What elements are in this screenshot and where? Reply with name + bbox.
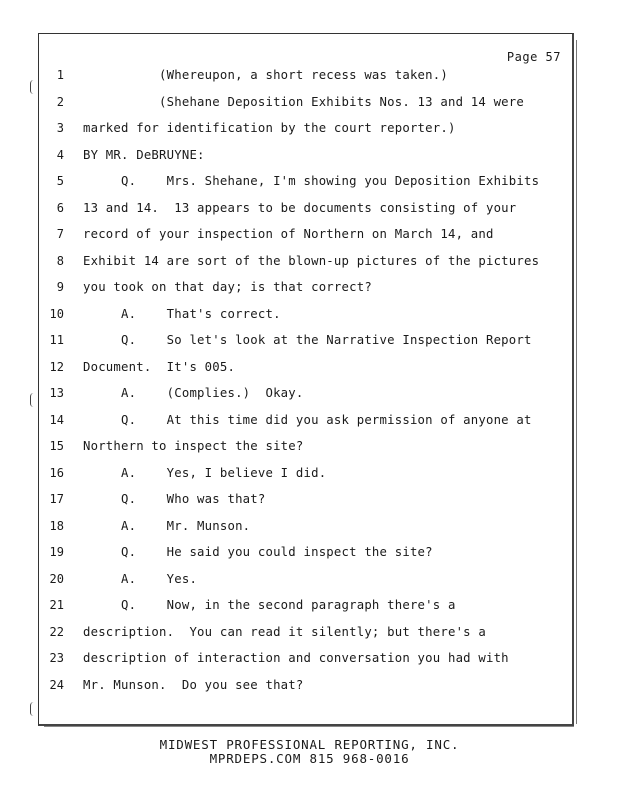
transcript-line <box>0 517 619 535</box>
page-shadow <box>44 726 574 727</box>
line-number: 17 <box>49 492 64 506</box>
transcript-line <box>0 543 619 561</box>
line-number: 14 <box>49 412 64 427</box>
line-text: A. Yes. <box>83 571 198 586</box>
transcript-line <box>0 93 619 111</box>
line-text: A. That's correct. <box>83 306 281 321</box>
line-text: Q. He said you could inspect the site? <box>83 545 433 559</box>
transcript-line <box>0 411 619 429</box>
line-text: description. You can read it silently; but there's a <box>83 624 486 639</box>
line-text: A. (Complies.) Okay. <box>83 386 304 400</box>
line-number: 16 <box>49 465 64 480</box>
transcript-line <box>0 649 619 667</box>
transcript-line <box>0 437 619 455</box>
line-number: 13 <box>49 386 64 400</box>
transcript-line <box>0 305 619 323</box>
line-text: record of your inspection of Northern on March 14, and <box>83 227 494 241</box>
transcript-line <box>0 199 619 217</box>
line-number: 1 <box>56 68 64 82</box>
line-number: 24 <box>49 677 64 692</box>
line-number: 3 <box>56 121 64 135</box>
line-text: description of interaction and conversation you had with <box>83 651 509 665</box>
transcript-line <box>0 623 619 641</box>
footer-website: MPRDEPS.COM <box>209 751 302 766</box>
transcript-line <box>0 225 619 243</box>
line-number: 20 <box>49 571 64 586</box>
transcript-line <box>0 146 619 164</box>
line-text: BY MR. DeBRUYNE: <box>83 147 205 162</box>
line-text: Q. Now, in the second paragraph there's a <box>83 598 456 612</box>
line-text: Document. It's 005. <box>83 359 236 374</box>
line-text: Q. Mrs. Shehane, I'm showing you Deposition Exhibits <box>83 174 540 188</box>
transcript-line <box>0 119 619 137</box>
transcript-line <box>0 570 619 588</box>
line-text: A. Yes, I believe I did. <box>83 465 327 480</box>
line-text: Q. Who was that? <box>83 492 266 506</box>
line-number: 6 <box>56 200 64 215</box>
line-number: 7 <box>56 227 64 241</box>
line-text: A. Mr. Munson. <box>83 518 251 533</box>
transcript-line <box>0 66 619 84</box>
line-number: 18 <box>49 518 64 533</box>
transcript-line <box>0 278 619 296</box>
line-number: 22 <box>49 624 64 639</box>
transcript-line <box>0 331 619 349</box>
transcript-line <box>0 358 619 376</box>
transcript-line <box>0 676 619 694</box>
line-text: (Whereupon, a short recess was taken.) <box>83 68 448 82</box>
footer-company: MIDWEST PROFESSIONAL REPORTING, INC. <box>159 737 460 752</box>
footer-spacer <box>301 751 309 766</box>
transcript-line <box>0 172 619 190</box>
line-number: 12 <box>49 359 64 374</box>
transcript-line <box>0 490 619 508</box>
line-text: 13 and 14. 13 appears to be documents consisting of your <box>83 200 517 215</box>
line-number: 9 <box>56 280 64 294</box>
line-text: Exhibit 14 are sort of the blown-up pictures of the pictures <box>83 253 540 268</box>
line-text: Mr. Munson. Do you see that? <box>83 677 304 692</box>
line-number: 8 <box>56 253 64 268</box>
line-text: Northern to inspect the site? <box>83 439 304 453</box>
line-number: 4 <box>56 147 64 162</box>
transcript-line <box>0 384 619 402</box>
line-number: 23 <box>49 651 64 665</box>
line-text: Q. At this time did you ask permission of anyone at <box>83 412 532 427</box>
line-number: 19 <box>49 545 64 559</box>
line-number: 11 <box>49 333 64 347</box>
page-number: Page 57 <box>506 50 561 64</box>
line-number: 21 <box>49 598 64 612</box>
line-number: 5 <box>56 174 64 188</box>
line-number: 10 <box>49 306 64 321</box>
transcript-line <box>0 464 619 482</box>
footer-phone: 815 968-0016 <box>309 751 410 766</box>
line-number: 15 <box>49 439 64 453</box>
line-text: (Shehane Deposition Exhibits Nos. 13 and 14 were <box>83 94 524 109</box>
footer-contact <box>0 752 619 766</box>
line-number: 2 <box>56 94 64 109</box>
binding-mark <box>30 702 37 716</box>
line-text: you took on that day; is that correct? <box>83 280 372 294</box>
transcript-line <box>0 252 619 270</box>
line-text: marked for identification by the court reporter.) <box>83 121 456 135</box>
transcript-line <box>0 596 619 614</box>
line-text: Q. So let's look at the Narrative Inspection Report <box>83 333 532 347</box>
